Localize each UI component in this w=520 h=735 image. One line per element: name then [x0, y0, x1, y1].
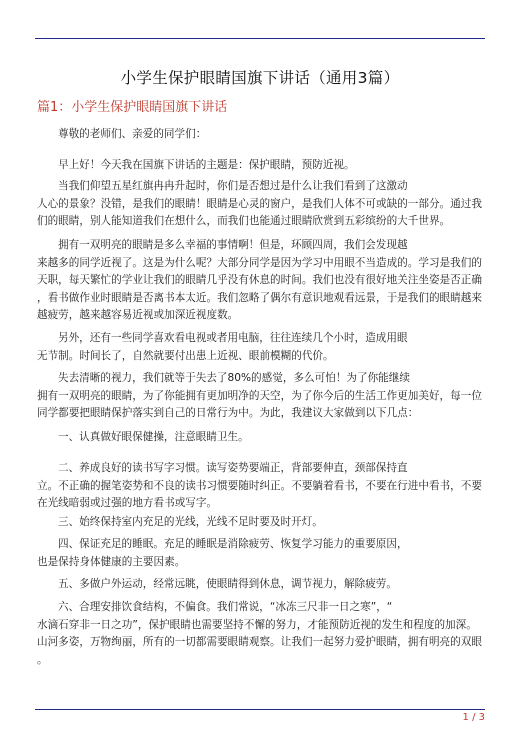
paragraph-line: 。 — [37, 653, 48, 666]
footer-rule — [35, 709, 485, 710]
paragraph-line: 当我们仰望五星红旗冉冉升起时，你们是否想过是什么让我们看到了这激动 — [58, 180, 408, 192]
paragraph-line: 无节制。时间长了，自然就要付出患上近视、眼前模糊的代价。 — [37, 349, 334, 362]
paragraph-line: 水滴石穿非一日之功”，保护眼睛也需要坚持不懈的努力，才能预防近视的发生和程度的加深。 — [37, 618, 477, 631]
paragraph-line: 拥有一双明亮的眼睛，为了你能拥有更加明净的天空，为了你今后的生活工作更加美好，每一位 — [37, 389, 482, 402]
paragraph-line: 越疲劳，越来越容易近视或加深近视度数。 — [37, 309, 239, 321]
paragraph — [37, 126, 483, 144]
paragraph — [37, 599, 483, 669]
paragraph-line: 尊敬的老师们、亲爱的同学们： — [58, 128, 207, 140]
paragraph-line: 山河多姿，万物绚丽，所有的一切都需要眼睛观察。让我们一起努力爱护眼睛，拥有明亮的双眼 — [37, 636, 482, 648]
paragraph — [37, 536, 483, 571]
paragraph-line: 同学都要把眼睛保护落实到自己的日常行为中。为此，我建议大家做到以下几点： — [37, 407, 419, 419]
paragraph-line: 天职，每天繁忙的学业让我们的眼睛几乎没有休息的时间。我们也没有很好地关注坐姿是否正确 — [37, 274, 482, 286]
paragraph — [37, 576, 483, 594]
paragraph-line: 来越多的同学近视了。这是为什么呢？大部分同学是因为学习中用眼不当造成的。学习是我们的 — [37, 256, 482, 269]
paragraph-line: 一、认真做好眼保健操，注意眼睛卫生。 — [58, 431, 249, 443]
page-number: 1 / 3 — [462, 712, 485, 723]
paragraph — [37, 370, 483, 423]
header-rule — [35, 38, 485, 39]
document-title: 小学生保护眼睛国旗下讲话（通用3篇） — [120, 69, 400, 87]
paragraph — [37, 237, 483, 325]
paragraph-line: 五、多做户外运动，经常远眺，使眼睛得到休息，调节视力，解除疲劳。 — [58, 578, 397, 590]
paragraph-line: 在光线暗弱或过强的地方看书或写字。 — [37, 497, 218, 509]
paragraph-line: 六、合理安排饮食结构，不偏食。我们常说，“冰冻三尺非一日之寒”，“ — [58, 601, 393, 613]
paragraph — [37, 157, 483, 175]
paragraph-line: 二、养成良好的读书写字习惯。读写姿势要端正，背部要伸直，颈部保持直 — [58, 462, 408, 474]
paragraph-line: 拥有一双明亮的眼睛是多么幸福的事情啊！但是，环顾四周，我们会发现越 — [58, 239, 408, 251]
paragraph-line: ，看书做作业时眼睛是否离书本太近。我们忽略了偶尔有意识地观看远景，于是我们的眼睛越来 — [37, 291, 482, 304]
paragraph — [37, 460, 483, 513]
paragraph-line: 立。不正确的握笔姿势和不良的读书习惯要随时纠正。不要躺着看书，不要在行进中看书，不要 — [37, 479, 482, 492]
paragraph — [37, 330, 483, 365]
paragraph-line: 失去清晰的视力，我们就等于失去了80%的感觉，多么可怕！为了你能继续 — [58, 372, 410, 384]
paragraph — [37, 178, 483, 231]
paragraph-line: 也是保持身体健康的主要因素。 — [37, 555, 186, 568]
paragraph — [37, 514, 483, 532]
paragraph — [37, 429, 483, 447]
paragraph-line: 另外，还有一些同学喜欢看电视或者用电脑，往往连续几个小时，造成用眼 — [58, 332, 408, 344]
section-heading: 篇1：小学生保护眼睛国旗下讲话 — [37, 100, 228, 115]
paragraph-line: 三、始终保持室内充足的光线，光线不足时要及时开灯。 — [58, 516, 323, 528]
paragraph-line: 人心的景象？没错，是我们的眼睛！眼睛是心灵的窗户，是我们人体不可或缺的一部分。通过我 — [37, 197, 482, 210]
paragraph-line: 们的眼睛，别人能知道我们在想什么，而我们也能通过眼睛欣赏到五彩缤纷的大千世界。 — [37, 215, 451, 227]
paragraph-line: 四、保证充足的睡眠。充足的睡眠是消除疲劳、恢复学习能力的重要原因， — [58, 538, 408, 550]
paragraph-line: 早上好！今天我在国旗下讲话的主题是：保护眼睛，预防近视。 — [58, 159, 355, 171]
